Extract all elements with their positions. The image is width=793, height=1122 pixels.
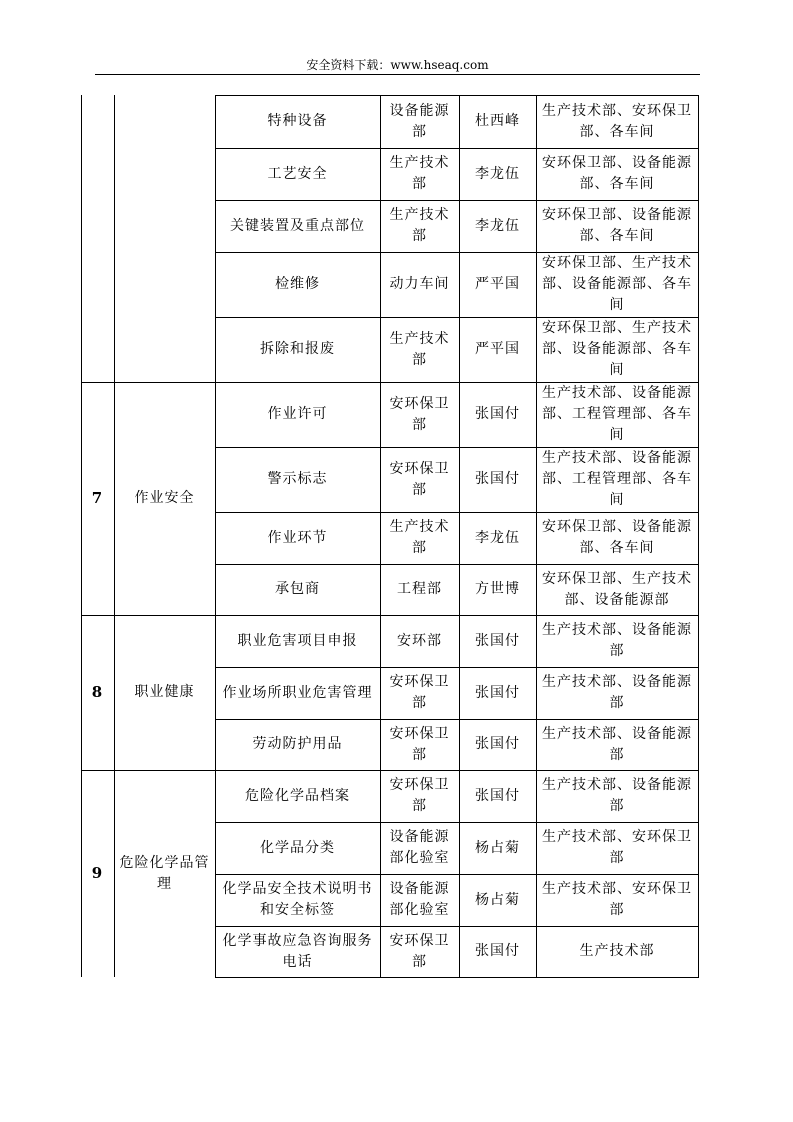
row-divider (215, 564, 698, 565)
responsibility-table (81, 95, 698, 977)
coop-cell: 生产技术部、设备能源部、工程管理部、各车间 (542, 450, 692, 508)
row-divider (215, 977, 698, 978)
row-divider (215, 719, 698, 720)
column-line (114, 95, 115, 977)
person-cell: 张国付 (475, 787, 520, 804)
person-cell: 张国付 (475, 943, 520, 959)
item-cell: 劳动防护用品 (252, 736, 343, 752)
group-number (81, 95, 114, 382)
department-cell: 设备能源部化验室 (389, 829, 450, 866)
row-divider (215, 770, 698, 771)
department-cell: 安环保卫部 (389, 777, 450, 814)
department-cell: 安环保卫部 (389, 460, 450, 498)
page-header: 安全资料下载：www.hseaq.com (306, 58, 489, 72)
item-cell: 警示标志 (267, 471, 328, 487)
coop-cell: 生产技术部、设备能源部 (542, 622, 692, 659)
department-cell: 生产技术部 (389, 155, 450, 192)
person-cell: 李龙伍 (475, 217, 520, 234)
item-cell: 化学品安全技术说明书和安全标签 (222, 881, 373, 918)
group-divider (81, 382, 215, 383)
coop-cell: 生产技术部、安环保卫部、各车间 (542, 102, 692, 140)
person-cell: 李龙伍 (475, 529, 520, 546)
row-divider (215, 926, 698, 927)
column-line (459, 95, 460, 978)
department-cell: 安环保卫部 (389, 725, 450, 763)
column-line (81, 95, 82, 977)
person-cell: 张国付 (475, 736, 520, 752)
item-cell: 检维修 (275, 276, 320, 292)
item-cell: 化学事故应急咨询服务电话 (222, 932, 373, 970)
group-number: 7 (91, 489, 104, 507)
row-divider (215, 667, 698, 668)
row-divider (215, 148, 698, 149)
item-cell: 作业场所职业危害管理 (222, 684, 373, 701)
item-cell: 关键装置及重点部位 (230, 217, 365, 234)
coop-cell: 安环保卫部、生产技术部、设备能源部、各车间 (542, 255, 692, 313)
coop-cell: 生产技术部、设备能源部 (542, 725, 692, 763)
department-cell: 生产技术部 (389, 207, 450, 244)
item-cell: 拆除和报废 (260, 341, 335, 357)
department-cell: 安环保卫部 (389, 395, 450, 433)
coop-cell: 安环保卫部、设备能源部、各车间 (542, 155, 692, 192)
row-divider (215, 382, 698, 383)
group-name: 职业健康 (134, 684, 195, 700)
row-divider (215, 822, 698, 823)
row-divider (215, 252, 698, 253)
person-cell: 严平国 (475, 341, 520, 357)
item-cell: 职业危害项目申报 (237, 632, 358, 649)
group-divider (81, 770, 215, 771)
department-cell: 工程部 (397, 581, 442, 597)
coop-cell: 安环保卫部、设备能源部、各车间 (542, 207, 692, 244)
person-cell: 张国付 (475, 632, 520, 649)
row-divider (215, 447, 698, 448)
item-cell: 作业许可 (267, 406, 328, 422)
item-cell: 承包商 (275, 581, 320, 597)
department-cell: 安环保卫部 (389, 932, 450, 970)
department-cell: 动力车间 (389, 276, 450, 292)
department-cell: 安环部 (397, 632, 442, 649)
department-cell: 设备能源部化验室 (389, 881, 450, 918)
person-cell: 张国付 (475, 406, 520, 422)
column-line (536, 95, 537, 978)
coop-cell: 安环保卫部、生产技术部、设备能源部、各车间 (542, 320, 692, 378)
group-name: 作业安全 (134, 490, 195, 506)
coop-cell: 安环保卫部、生产技术部、设备能源部 (542, 570, 692, 608)
person-cell: 方世博 (475, 581, 520, 597)
table-top-rule (215, 95, 698, 96)
row-divider (215, 874, 698, 875)
column-line (698, 95, 699, 978)
group-number: 8 (91, 683, 104, 701)
coop-cell: 生产技术部 (579, 943, 655, 959)
department-cell: 生产技术部 (389, 330, 450, 368)
person-cell: 严平国 (475, 276, 520, 292)
row-divider (215, 200, 698, 201)
group-name: 危险化学品管理 (119, 854, 210, 892)
column-line (215, 95, 216, 978)
coop-cell: 生产技术部、安环保卫部 (542, 829, 692, 866)
group-number: 9 (91, 864, 104, 882)
group-name (114, 95, 215, 382)
coop-cell: 生产技术部、安环保卫部 (542, 881, 692, 918)
person-cell: 李龙伍 (475, 165, 520, 182)
person-cell: 杨占菊 (475, 839, 520, 856)
person-cell: 杨占菊 (475, 891, 520, 908)
item-cell: 特种设备 (267, 113, 328, 129)
group-divider (81, 615, 215, 616)
item-cell: 化学品分类 (260, 839, 335, 856)
row-divider (215, 615, 698, 616)
department-cell: 生产技术部 (389, 519, 450, 556)
person-cell: 张国付 (475, 684, 520, 701)
coop-cell: 生产技术部、设备能源部 (542, 777, 692, 814)
item-cell: 危险化学品档案 (245, 787, 350, 804)
coop-cell: 生产技术部、设备能源部、工程管理部、各车间 (542, 385, 692, 443)
person-cell: 杜西峰 (475, 113, 520, 129)
row-divider (215, 512, 698, 513)
row-divider (215, 317, 698, 318)
header-rule (95, 74, 700, 75)
coop-cell: 安环保卫部、设备能源部、各车间 (542, 519, 692, 556)
column-line (380, 95, 381, 978)
department-cell: 安环保卫部 (389, 674, 450, 711)
coop-cell: 生产技术部、设备能源部 (542, 674, 692, 711)
person-cell: 张国付 (475, 471, 520, 487)
item-cell: 作业环节 (267, 529, 328, 546)
department-cell: 设备能源部 (389, 102, 450, 140)
item-cell: 工艺安全 (267, 165, 328, 182)
